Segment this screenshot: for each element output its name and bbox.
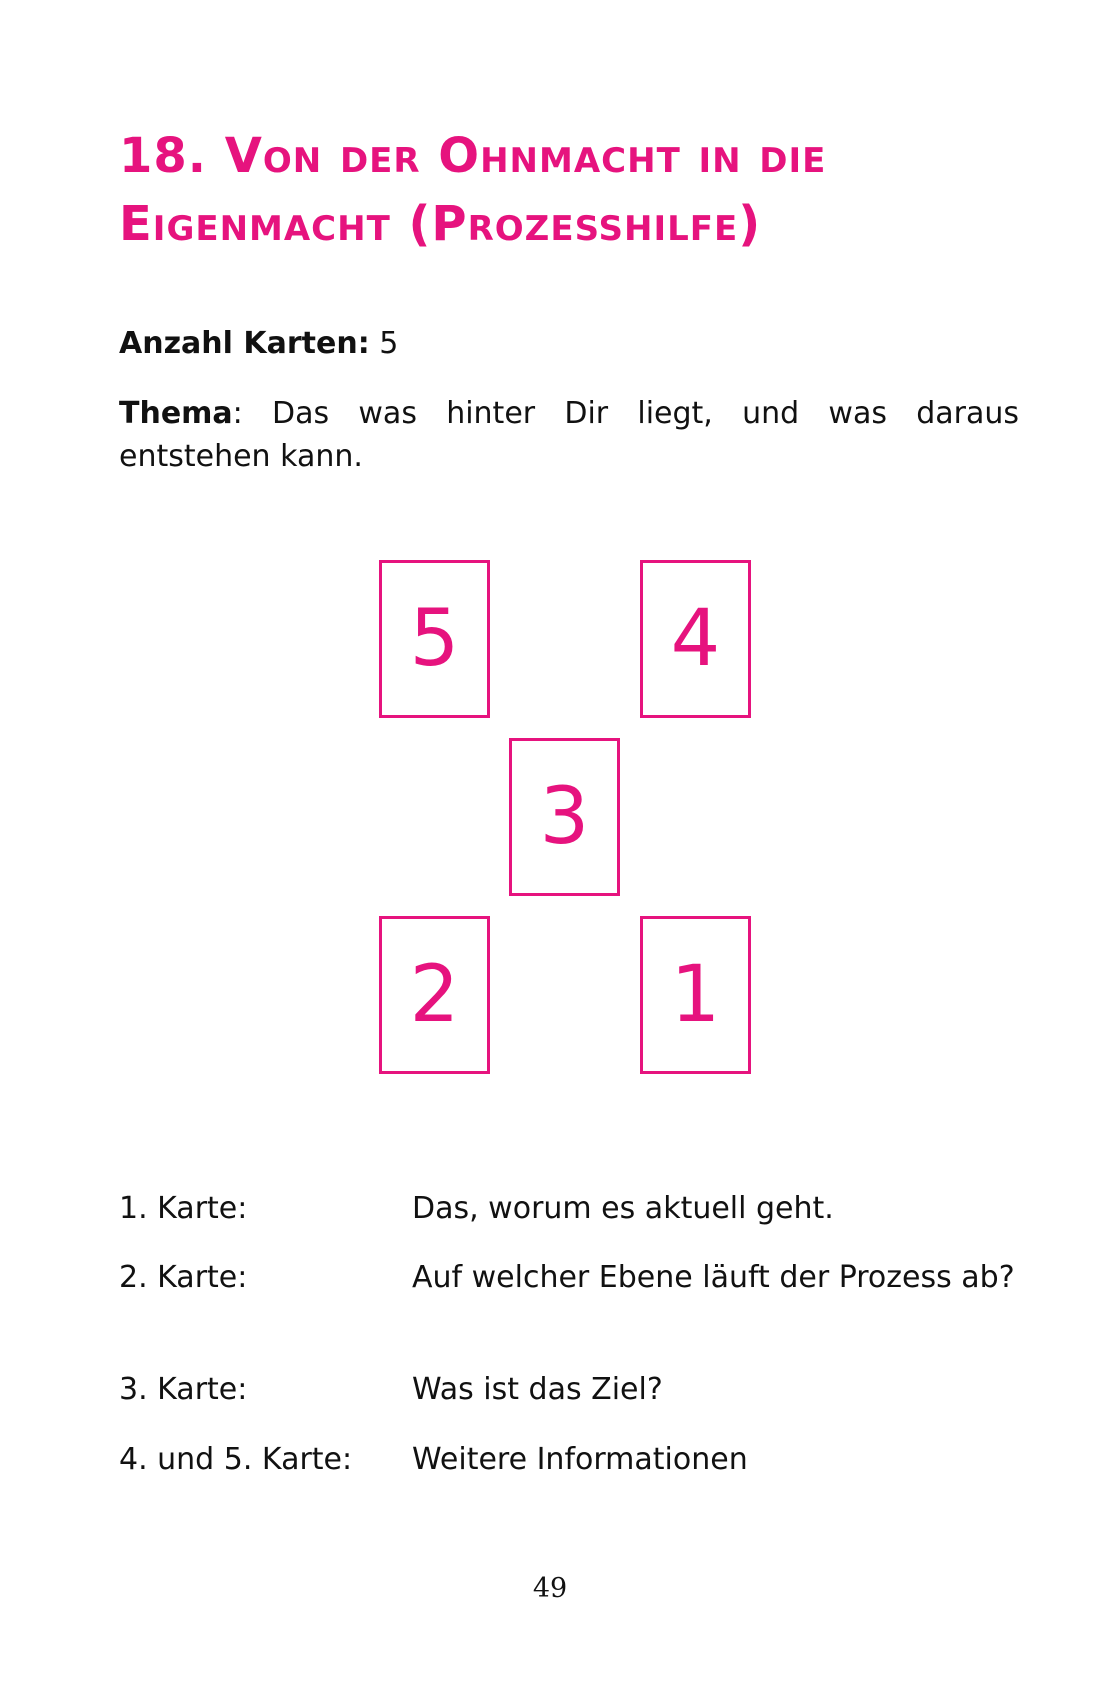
legend-key: 2. Karte: (119, 1260, 248, 1295)
card-position-1: 1 (640, 916, 751, 1074)
card-count-line (119, 322, 398, 365)
legend-value: Auf welcher Ebene läuft der Prozess ab? (412, 1260, 1015, 1295)
legend-value: Das, worum es aktuell geht. (412, 1191, 834, 1226)
card-count-label: Anzahl Karten: (119, 326, 370, 361)
chapter-title: 18. Von der Ohnmacht in die Eigenmacht (Prozesshilfe) (119, 128, 827, 252)
theme-separator: : (232, 396, 243, 431)
theme-text: Das was hinter Dir liegt, und was daraus entstehen kann. (119, 396, 1019, 474)
legend-key: 3. Karte: (119, 1372, 248, 1407)
card-position-5: 5 (379, 560, 490, 718)
legend-key: 1. Karte: (119, 1191, 248, 1226)
legend-value: Weitere Informationen (412, 1442, 748, 1477)
card-count-value: 5 (379, 326, 399, 361)
page-number: 49 (532, 1573, 568, 1604)
theme-line (119, 392, 1019, 478)
legend-value: Was ist das Ziel? (412, 1372, 663, 1407)
card-position-3: 3 (509, 738, 620, 896)
legend-key: 4. und 5. Karte: (119, 1442, 353, 1477)
card-position-2: 2 (379, 916, 490, 1074)
card-position-4: 4 (640, 560, 751, 718)
theme-label: Thema (119, 396, 233, 431)
